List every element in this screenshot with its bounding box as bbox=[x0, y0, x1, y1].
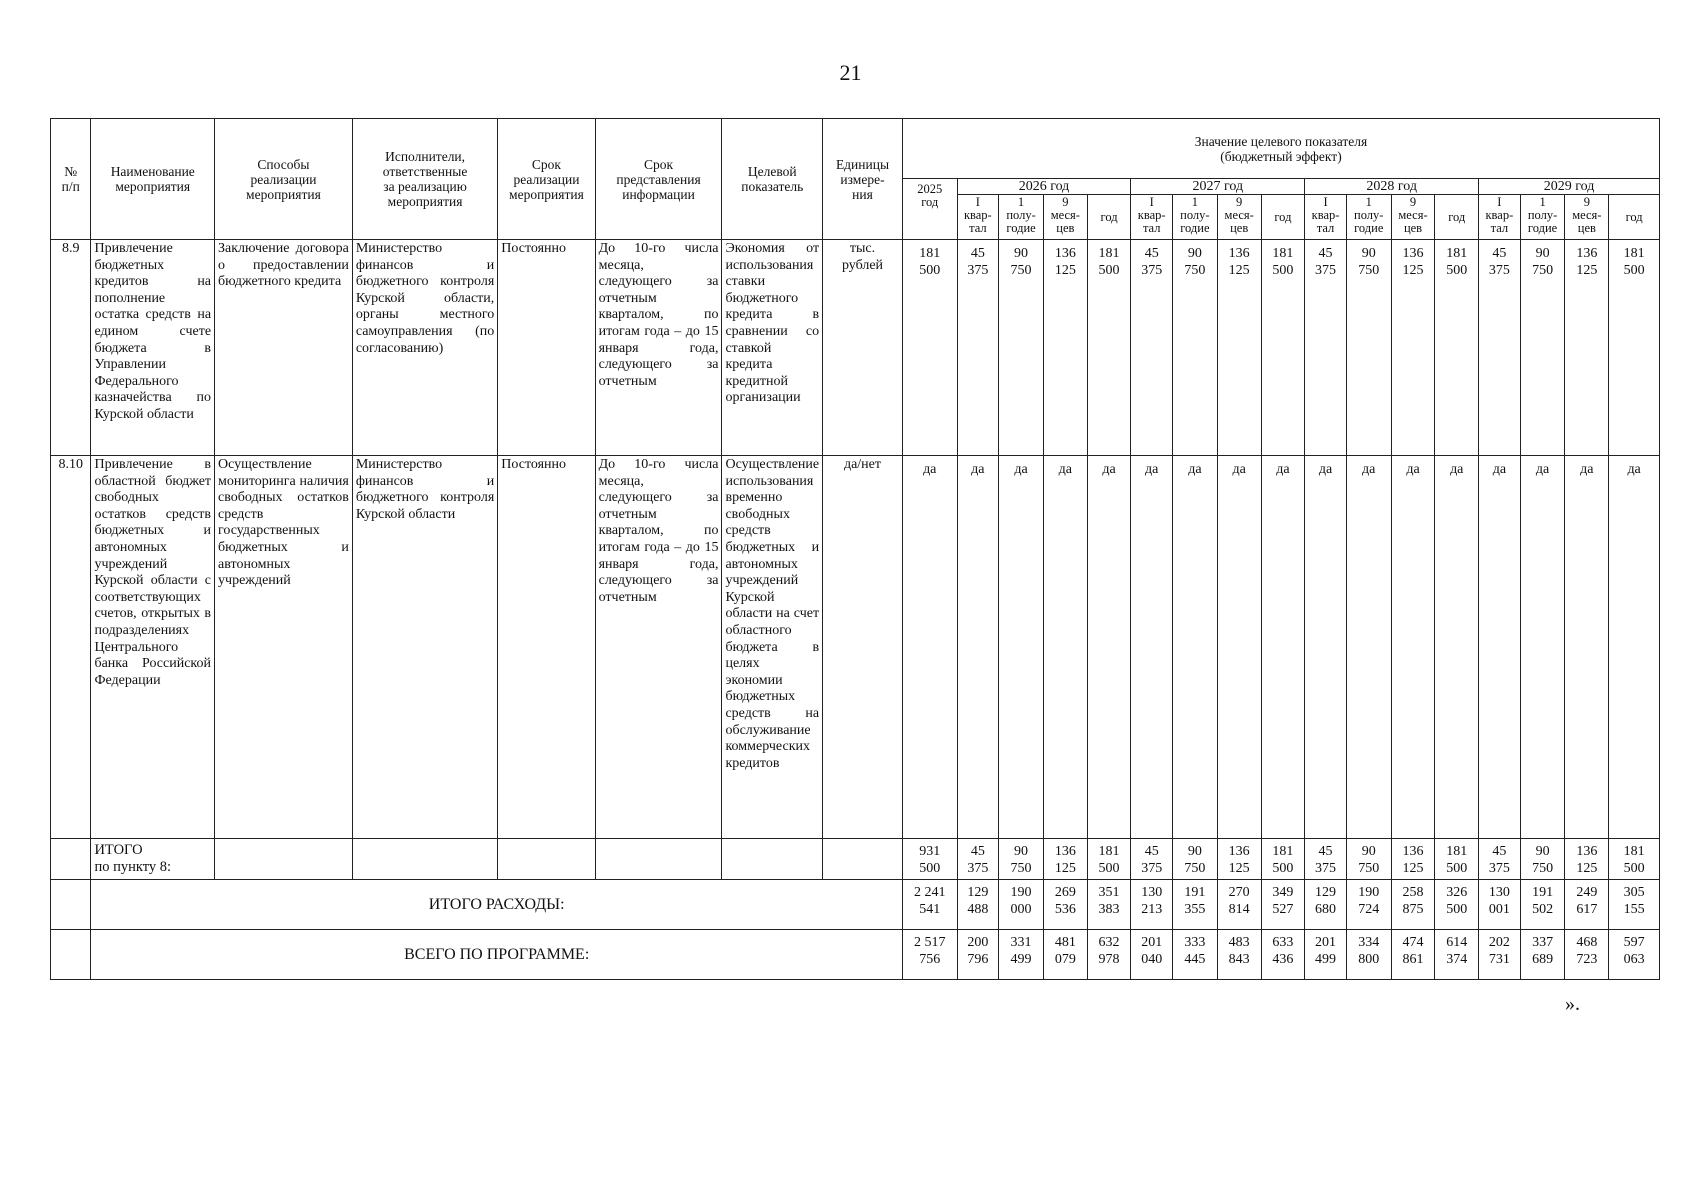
program-total-value: 201 040 bbox=[1131, 930, 1173, 980]
program-total-value: 334 800 bbox=[1346, 930, 1391, 980]
measure-report-term: До 10-го числа месяца, следующего за отчетным кварталом, по итогам года – до 15 января года, следующего за отчетным bbox=[595, 456, 722, 839]
value-cell: 181 500 bbox=[1261, 240, 1305, 456]
program-total-value: 201 499 bbox=[1305, 930, 1347, 980]
header-sub-half-year: 1 полу- годие bbox=[1520, 195, 1565, 240]
subtotal-value: 90 750 bbox=[1172, 839, 1217, 880]
program-total-value: 331 499 bbox=[999, 930, 1044, 980]
subtotal-value: 136 125 bbox=[1391, 839, 1435, 880]
program-total-row bbox=[51, 930, 1660, 980]
subtotal-value: 90 750 bbox=[1520, 839, 1565, 880]
value-cell: 181 500 bbox=[1435, 240, 1479, 456]
header-methods: Способы реализации мероприятия bbox=[215, 119, 353, 240]
subtotal-label: ИТОГО по пункту 8: bbox=[91, 839, 215, 880]
total-expenses-value: 258 875 bbox=[1391, 880, 1435, 930]
program-total-value: 614 374 bbox=[1435, 930, 1479, 980]
value-cell: 90 750 bbox=[1346, 240, 1391, 456]
subtotal-value: 136 125 bbox=[1043, 839, 1087, 880]
total-expenses-value: 270 814 bbox=[1217, 880, 1261, 930]
program-total-value: 202 731 bbox=[1479, 930, 1521, 980]
empty-cell bbox=[722, 839, 823, 880]
total-expenses-value: 305 155 bbox=[1609, 880, 1660, 930]
empty-cell bbox=[51, 930, 91, 980]
table-row bbox=[51, 456, 1660, 839]
value-cell: да bbox=[1565, 456, 1609, 839]
header-sub-quarter: I квар- тал bbox=[1479, 195, 1521, 240]
header-report-term: Срок представления информации bbox=[595, 119, 722, 240]
header-executors: Исполнители, ответственные за реализацию мероприятия bbox=[352, 119, 497, 240]
value-cell: 90 750 bbox=[1172, 240, 1217, 456]
subtotal-value: 45 375 bbox=[1479, 839, 1521, 880]
program-total-value: 468 723 bbox=[1565, 930, 1609, 980]
value-cell: да bbox=[1346, 456, 1391, 839]
value-cell: 90 750 bbox=[999, 240, 1044, 456]
header-sub-year: год bbox=[1261, 195, 1305, 240]
value-cell: 90 750 bbox=[1520, 240, 1565, 456]
value-cell: да bbox=[1131, 456, 1173, 839]
program-total-value: 337 689 bbox=[1520, 930, 1565, 980]
subtotal-value: 90 750 bbox=[999, 839, 1044, 880]
value-cell: 136 125 bbox=[1217, 240, 1261, 456]
value-cell: да bbox=[1172, 456, 1217, 839]
measure-report-term: До 10-го числа месяца, следующего за отчетным кварталом, по итогам года – до 15 января года, следующего за отчетным bbox=[595, 240, 722, 456]
value-cell: да bbox=[1087, 456, 1131, 839]
subtotal-num-cell bbox=[51, 839, 91, 880]
value-cell: да bbox=[902, 456, 957, 839]
total-expenses-value: 190 000 bbox=[999, 880, 1044, 930]
total-expenses-value: 191 355 bbox=[1172, 880, 1217, 930]
subtotal-value: 136 125 bbox=[1217, 839, 1261, 880]
program-total-value: 474 861 bbox=[1391, 930, 1435, 980]
total-expenses-value: 351 383 bbox=[1087, 880, 1131, 930]
value-cell: 45 375 bbox=[957, 240, 999, 456]
program-total-value: 481 079 bbox=[1043, 930, 1087, 980]
program-measures-table bbox=[50, 118, 1660, 980]
header-year-2025: 2025 год bbox=[902, 179, 957, 240]
total-expenses-value: 249 617 bbox=[1565, 880, 1609, 930]
total-expenses-value: 2 241 541 bbox=[902, 880, 957, 930]
value-cell: 136 125 bbox=[1565, 240, 1609, 456]
value-cell: 45 375 bbox=[1131, 240, 1173, 456]
value-cell: да bbox=[957, 456, 999, 839]
total-expenses-label: ИТОГО РАСХОДЫ: bbox=[91, 880, 902, 930]
measure-term: Постоянно bbox=[498, 240, 595, 456]
value-cell: 45 375 bbox=[1305, 240, 1347, 456]
measure-term: Постоянно bbox=[498, 456, 595, 839]
header-name: Наименование мероприятия bbox=[91, 119, 215, 240]
subtotal-value: 181 500 bbox=[1087, 839, 1131, 880]
total-expenses-value: 191 502 bbox=[1520, 880, 1565, 930]
row-number: 8.9 bbox=[51, 240, 91, 456]
measure-indicator: Экономия от использования ставки бюджетного кредита в сравнении со ставкой кредита кредитной организации bbox=[722, 240, 823, 456]
header-units: Единицы измере- ния bbox=[823, 119, 903, 240]
program-total-value: 632 978 bbox=[1087, 930, 1131, 980]
total-expenses-value: 129 680 bbox=[1305, 880, 1347, 930]
subtotal-value: 45 375 bbox=[1305, 839, 1347, 880]
header-sub-half-year: 1 полу- годие bbox=[1172, 195, 1217, 240]
total-expenses-value: 326 500 bbox=[1435, 880, 1479, 930]
value-cell: да bbox=[1479, 456, 1521, 839]
measure-methods: Осуществление мониторинга наличия свободных остатков средств государственных бюджетных и автономных учреждений bbox=[215, 456, 353, 839]
page-number: 21 bbox=[839, 60, 862, 85]
closing-quote-mark: ». bbox=[1565, 993, 1580, 1015]
header-sub-half-year: 1 полу- годие bbox=[1346, 195, 1391, 240]
empty-cell bbox=[352, 839, 497, 880]
empty-cell bbox=[498, 839, 595, 880]
header-indicator: Целевой показатель bbox=[722, 119, 823, 240]
total-expenses-value: 129 488 bbox=[957, 880, 999, 930]
program-total-value: 597 063 bbox=[1609, 930, 1660, 980]
value-cell: да bbox=[1609, 456, 1660, 839]
value-cell: 136 125 bbox=[1391, 240, 1435, 456]
header-sub-nine-months: 9 меся- цев bbox=[1391, 195, 1435, 240]
header-sub-nine-months: 9 меся- цев bbox=[1217, 195, 1261, 240]
program-total-value: 483 843 bbox=[1217, 930, 1261, 980]
table-row bbox=[51, 240, 1660, 456]
value-cell: 181 500 bbox=[902, 240, 957, 456]
header-sub-quarter: I квар- тал bbox=[1305, 195, 1347, 240]
header-sub-quarter: I квар- тал bbox=[957, 195, 999, 240]
subtotal-row bbox=[51, 839, 1660, 880]
total-expenses-value: 349 527 bbox=[1261, 880, 1305, 930]
header-value-group: Значение целевого показателя (бюджетный эффект) bbox=[902, 119, 1659, 179]
measure-indicator: Осуществление использования временно свободных средств бюджетных и автономных учреждений Курской области на счет областного бюджета в целях экономии бюджетных средств на обслуживание коммерческих кредитов bbox=[722, 456, 823, 839]
header-sub-year: год bbox=[1435, 195, 1479, 240]
value-cell: 181 500 bbox=[1087, 240, 1131, 456]
subtotal-value: 90 750 bbox=[1346, 839, 1391, 880]
program-total-label: ВСЕГО ПО ПРОГРАММЕ: bbox=[91, 930, 902, 980]
measure-name: Привлечение бюджетных кредитов на пополнение остатка средств на едином счете бюджета в Управлении Федерального казначейства по Курской области bbox=[91, 240, 215, 456]
header-sub-quarter: I квар- тал bbox=[1131, 195, 1173, 240]
header-sub-nine-months: 9 меся- цев bbox=[1565, 195, 1609, 240]
total-expenses-value: 130 001 bbox=[1479, 880, 1521, 930]
program-total-value: 200 796 bbox=[957, 930, 999, 980]
subtotal-value: 45 375 bbox=[1131, 839, 1173, 880]
value-cell: да bbox=[1305, 456, 1347, 839]
subtotal-value: 45 375 bbox=[957, 839, 999, 880]
subtotal-value: 931 500 bbox=[902, 839, 957, 880]
header-term: Срок реализации мероприятия bbox=[498, 119, 595, 240]
total-expenses-value: 190 724 bbox=[1346, 880, 1391, 930]
subtotal-value: 181 500 bbox=[1435, 839, 1479, 880]
header-sub-nine-months: 9 меся- цев bbox=[1043, 195, 1087, 240]
row-number: 8.10 bbox=[51, 456, 91, 839]
value-cell: да bbox=[1435, 456, 1479, 839]
value-cell: да bbox=[999, 456, 1044, 839]
empty-cell bbox=[215, 839, 353, 880]
total-expenses-value: 130 213 bbox=[1131, 880, 1173, 930]
header-year-2026: 2026 год bbox=[957, 179, 1131, 195]
value-cell: да bbox=[1261, 456, 1305, 839]
subtotal-value: 181 500 bbox=[1261, 839, 1305, 880]
value-cell: да bbox=[1520, 456, 1565, 839]
measure-methods: Заключение договора о предоставлении бюджетного кредита bbox=[215, 240, 353, 456]
measure-units: тыс. рублей bbox=[823, 240, 903, 456]
header-num: № п/п bbox=[51, 119, 91, 240]
measure-name: Привлечение в областной бюджет свободных остатков средств бюджетных и автономных учреждений Курской области с соответствующих счетов, открытых в подразделениях Центрального банка Российской Федерации bbox=[91, 456, 215, 839]
program-total-value: 2 517 756 bbox=[902, 930, 957, 980]
header-sub-year: год bbox=[1609, 195, 1660, 240]
header-sub-year: год bbox=[1087, 195, 1131, 240]
value-cell: да bbox=[1391, 456, 1435, 839]
empty-cell bbox=[595, 839, 722, 880]
value-cell: 136 125 bbox=[1043, 240, 1087, 456]
header-year-2027: 2027 год bbox=[1131, 179, 1305, 195]
program-total-value: 633 436 bbox=[1261, 930, 1305, 980]
value-cell: да bbox=[1217, 456, 1261, 839]
header-year-2029: 2029 год bbox=[1479, 179, 1660, 195]
program-total-value: 333 445 bbox=[1172, 930, 1217, 980]
value-cell: 45 375 bbox=[1479, 240, 1521, 456]
value-cell: 181 500 bbox=[1609, 240, 1660, 456]
header-sub-half-year: 1 полу- годие bbox=[999, 195, 1044, 240]
total-expenses-row bbox=[51, 880, 1660, 930]
subtotal-value: 181 500 bbox=[1609, 839, 1660, 880]
measure-executors: Министерство финансов и бюджетного контроля Курской области bbox=[352, 456, 497, 839]
empty-cell bbox=[823, 839, 903, 880]
empty-cell bbox=[51, 880, 91, 930]
header-year-2028: 2028 год bbox=[1305, 179, 1479, 195]
value-cell: да bbox=[1043, 456, 1087, 839]
total-expenses-value: 269 536 bbox=[1043, 880, 1087, 930]
subtotal-value: 136 125 bbox=[1565, 839, 1609, 880]
measure-units: да/нет bbox=[823, 456, 903, 839]
measure-executors: Министерство финансов и бюджетного контроля Курской области, органы местного самоуправления (по согласованию) bbox=[352, 240, 497, 456]
